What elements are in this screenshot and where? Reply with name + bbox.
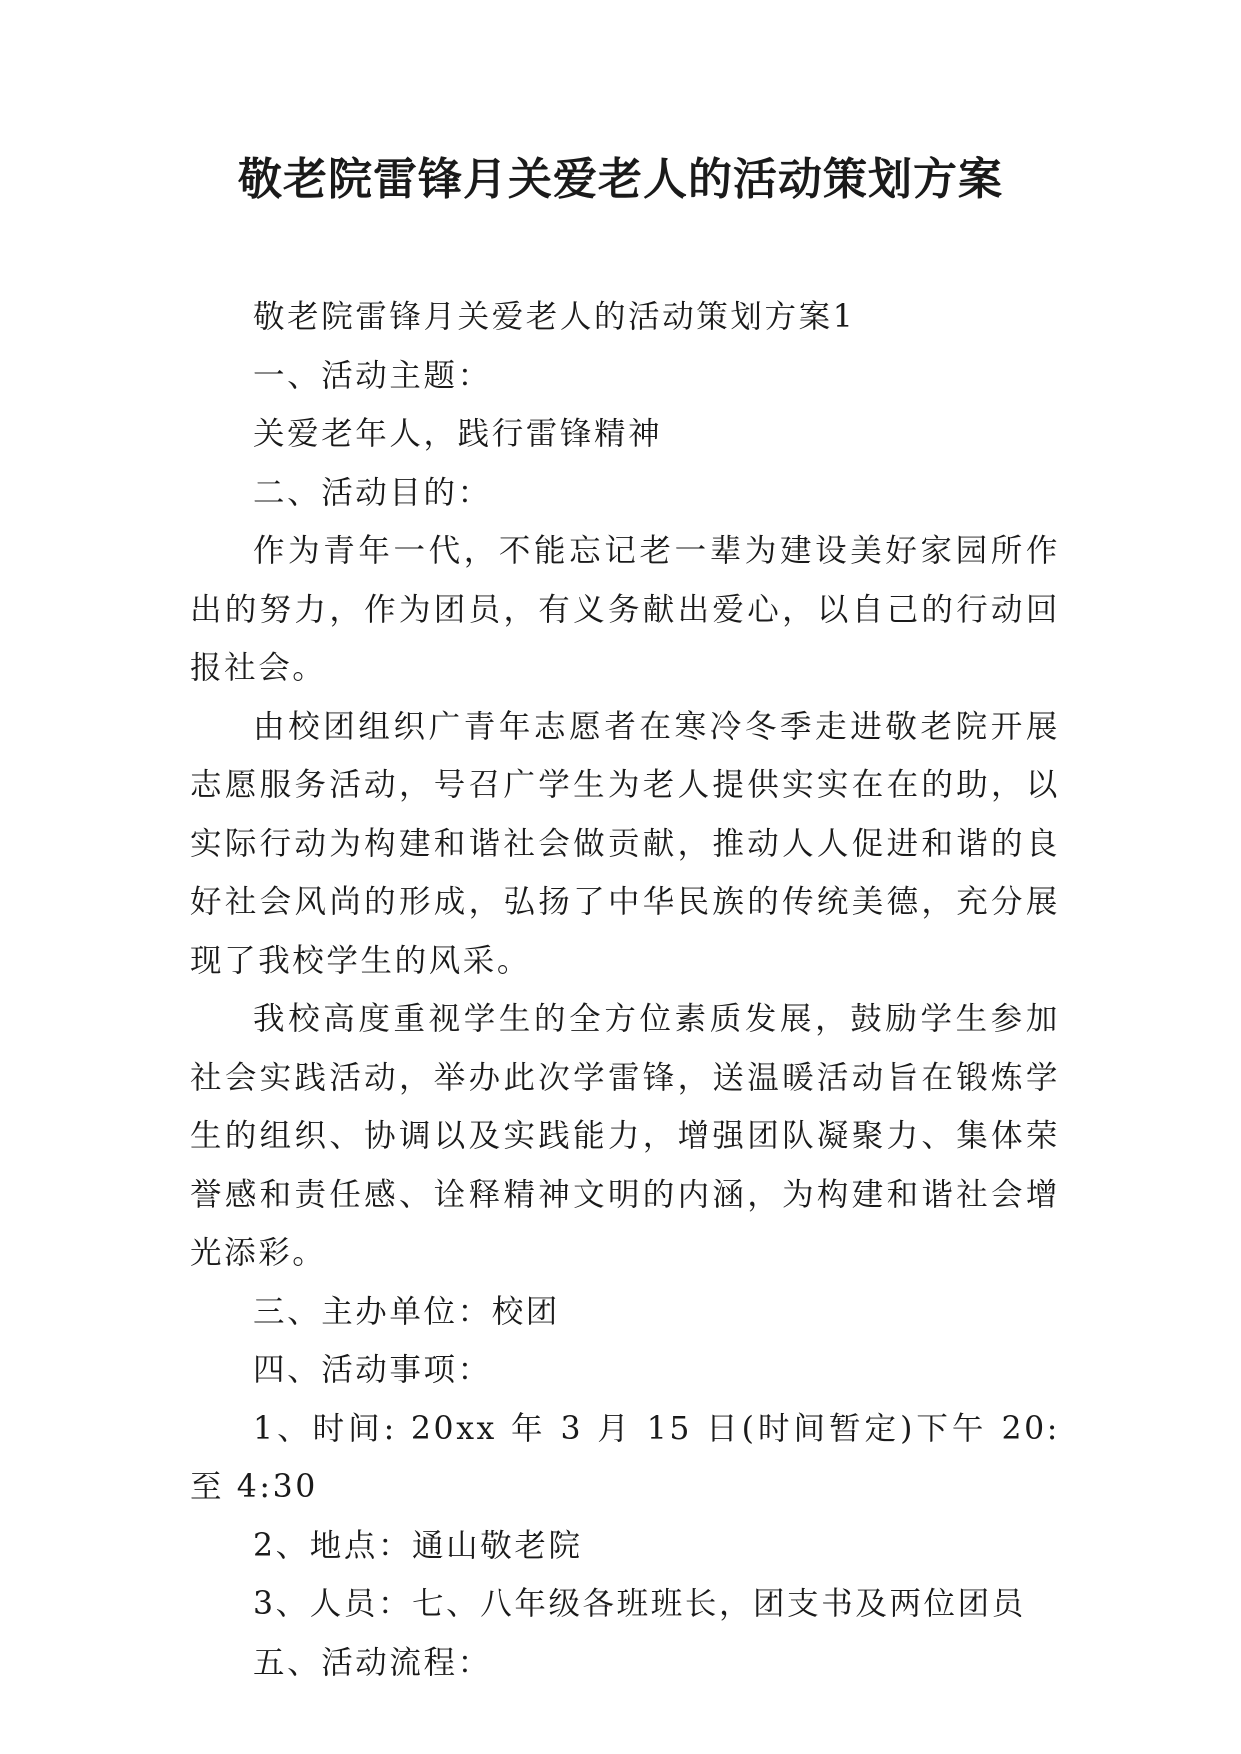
section-process-heading: 五、活动流程： bbox=[253, 1644, 492, 1681]
matter-time: 1、时间: 20xx 年 3 月 15 日(时间暂定)下午 20:至 4:30 bbox=[190, 1410, 1060, 1505]
paragraph-heading-1: 敬老院雷锋月关爱老人的活动策划方案1 bbox=[253, 299, 856, 335]
matter-location: 2、地点：通山敬老院 bbox=[253, 1527, 583, 1564]
document-title: 敬老院雷锋月关爱老人的活动策划方案 bbox=[238, 154, 1003, 205]
section-purpose-heading: 二、活动目的： bbox=[253, 474, 492, 511]
purpose-paragraph-3: 我校高度重视学生的全方位素质发展，鼓励学生参加社会实践活动，举办此次学雷锋，送温暖活动旨在锻炼学生的组织、协调以及实践能力，增强团队凝聚力、集体荣誉感和责任感、诠释精神文明的内涵，为构建和谐社会增光添彩。 bbox=[190, 1001, 1060, 1271]
purpose-paragraph-2: 由校团组织广青年志愿者在寒冷冬季走进敬老院开展志愿服务活动，号召广学生为老人提供实实在在的助，以实际行动为构建和谐社会做贡献，推动人人促进和谐的良好社会风尚的形成，弘扬了中华民族的传统美德，充分展现了我校学生的风采。 bbox=[190, 708, 1060, 979]
document-body bbox=[190, 288, 1060, 1692]
purpose-paragraph-1: 作为青年一代，不能忘记老一辈为建设美好家园所作出的努力，作为团员，有义务献出爱心，以自己的行动回报社会。 bbox=[190, 533, 1060, 686]
section-organizer: 三、主办单位：校团 bbox=[253, 1293, 560, 1330]
section-theme-text: 关爱老年人，践行雷锋精神 bbox=[253, 416, 663, 452]
matter-personnel: 3、人员：七、八年级各班班长，团支书及两位团员 bbox=[253, 1586, 1026, 1622]
section-matters-heading: 四、活动事项： bbox=[253, 1352, 492, 1388]
section-theme-heading: 一、活动主题： bbox=[253, 357, 492, 394]
